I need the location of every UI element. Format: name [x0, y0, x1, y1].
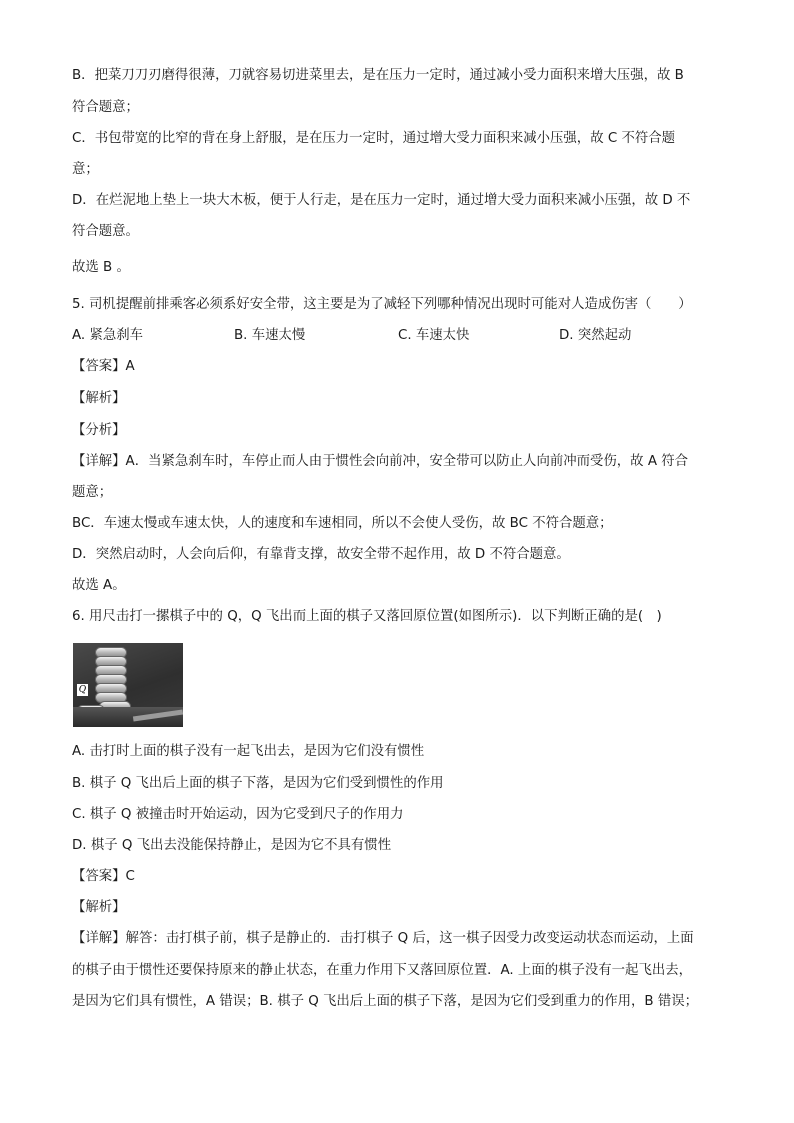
analysis-label: 【解析】: [72, 900, 126, 915]
fenxi-label: 【分析】: [72, 423, 126, 438]
text-line: B．把菜刀刀刃磨得很薄，刀就容易切进菜里去，是在压力一定时，通过减小受力面积来增大压强，故 B: [72, 68, 684, 83]
detail-line: 【详解】解答：击打棋子前，棋子是静止的．击打棋子 Q 后，这一棋子因受力改变运动状态而运动，上面: [72, 931, 694, 946]
conclusion-line: 故选 B 。: [72, 260, 130, 275]
detail-line: 的棋子由于惯性还要保持原来的静止状态，在重力作用下又落回原位置．A. 上面的棋子没有一起飞出去，: [72, 963, 693, 978]
detail-line: 【详解】A．当紧急刹车时，车停止而人由于惯性会向前冲，安全带可以防止人向前冲而受伤，故 A 符合: [72, 454, 689, 469]
option-a: A. 击打时上面的棋子没有一起飞出去，是因为它们没有惯性: [72, 744, 425, 759]
option-a: A. 紧急刹车: [72, 328, 143, 343]
text-line: D．在烂泥地上垫上一块大木板，便于人行走，是在压力一定时，通过增大受力面积来减小压强，故 D 不: [72, 193, 691, 208]
option-d: D. 棋子 Q 飞出去没能保持静止，是因为它不具有惯性: [72, 838, 392, 853]
text-line: 意；: [72, 162, 99, 177]
option-c: C. 棋子 Q 被撞击时开始运动，因为它受到尺子的作用力: [72, 807, 404, 822]
option-d: D. 突然起动: [559, 328, 632, 343]
answer-label: 【答案】A: [72, 359, 135, 374]
question-5-options: [72, 327, 712, 345]
option-b: B. 棋子 Q 飞出后上面的棋子下落，是因为它们受到惯性的作用: [72, 776, 444, 791]
detail-line: BC．车速太慢或车速太快，人的速度和车速相同，所以不会使人受伤，故 BC 不符合题意；: [72, 516, 613, 531]
answer-label: 【答案】C: [72, 869, 135, 884]
text-line: 符合题意；: [72, 100, 139, 115]
text-line: 符合题意。: [72, 224, 139, 239]
question-5-stem: 5. 司机提醒前排乘客必须系好安全带，这主要是为了减轻下列哪种情况出现时可能对人造成伤害（ ）: [72, 297, 692, 312]
figure-label-q: Q: [78, 685, 87, 695]
detail-line: D．突然启动时，人会向后仰，有靠背支撑，故安全带不起作用，故 D 不符合题意。: [72, 547, 570, 562]
text-line: C．书包带宽的比窄的背在身上舒服，是在压力一定时，通过增大受力面积来减小压强，故 C 不符合题: [72, 131, 676, 146]
option-c: C. 车速太快: [398, 328, 470, 343]
detail-line: 是因为它们具有惯性，A 错误；B. 棋子 Q 飞出后上面的棋子下落，是因为它们受到重力的作用，B 错误；: [72, 994, 699, 1009]
detail-line: 题意；: [72, 485, 113, 500]
option-b: B. 车速太慢: [234, 328, 306, 343]
checker-stack-figure: [73, 643, 183, 727]
question-6-stem: 6. 用尺击打一摞棋子中的 Q，Q 飞出而上面的棋子又落回原位置(如图所示)．以下判断正确的是( ): [72, 609, 662, 624]
analysis-label: 【解析】: [72, 391, 126, 406]
detail-line: 故选 A。: [72, 578, 126, 593]
